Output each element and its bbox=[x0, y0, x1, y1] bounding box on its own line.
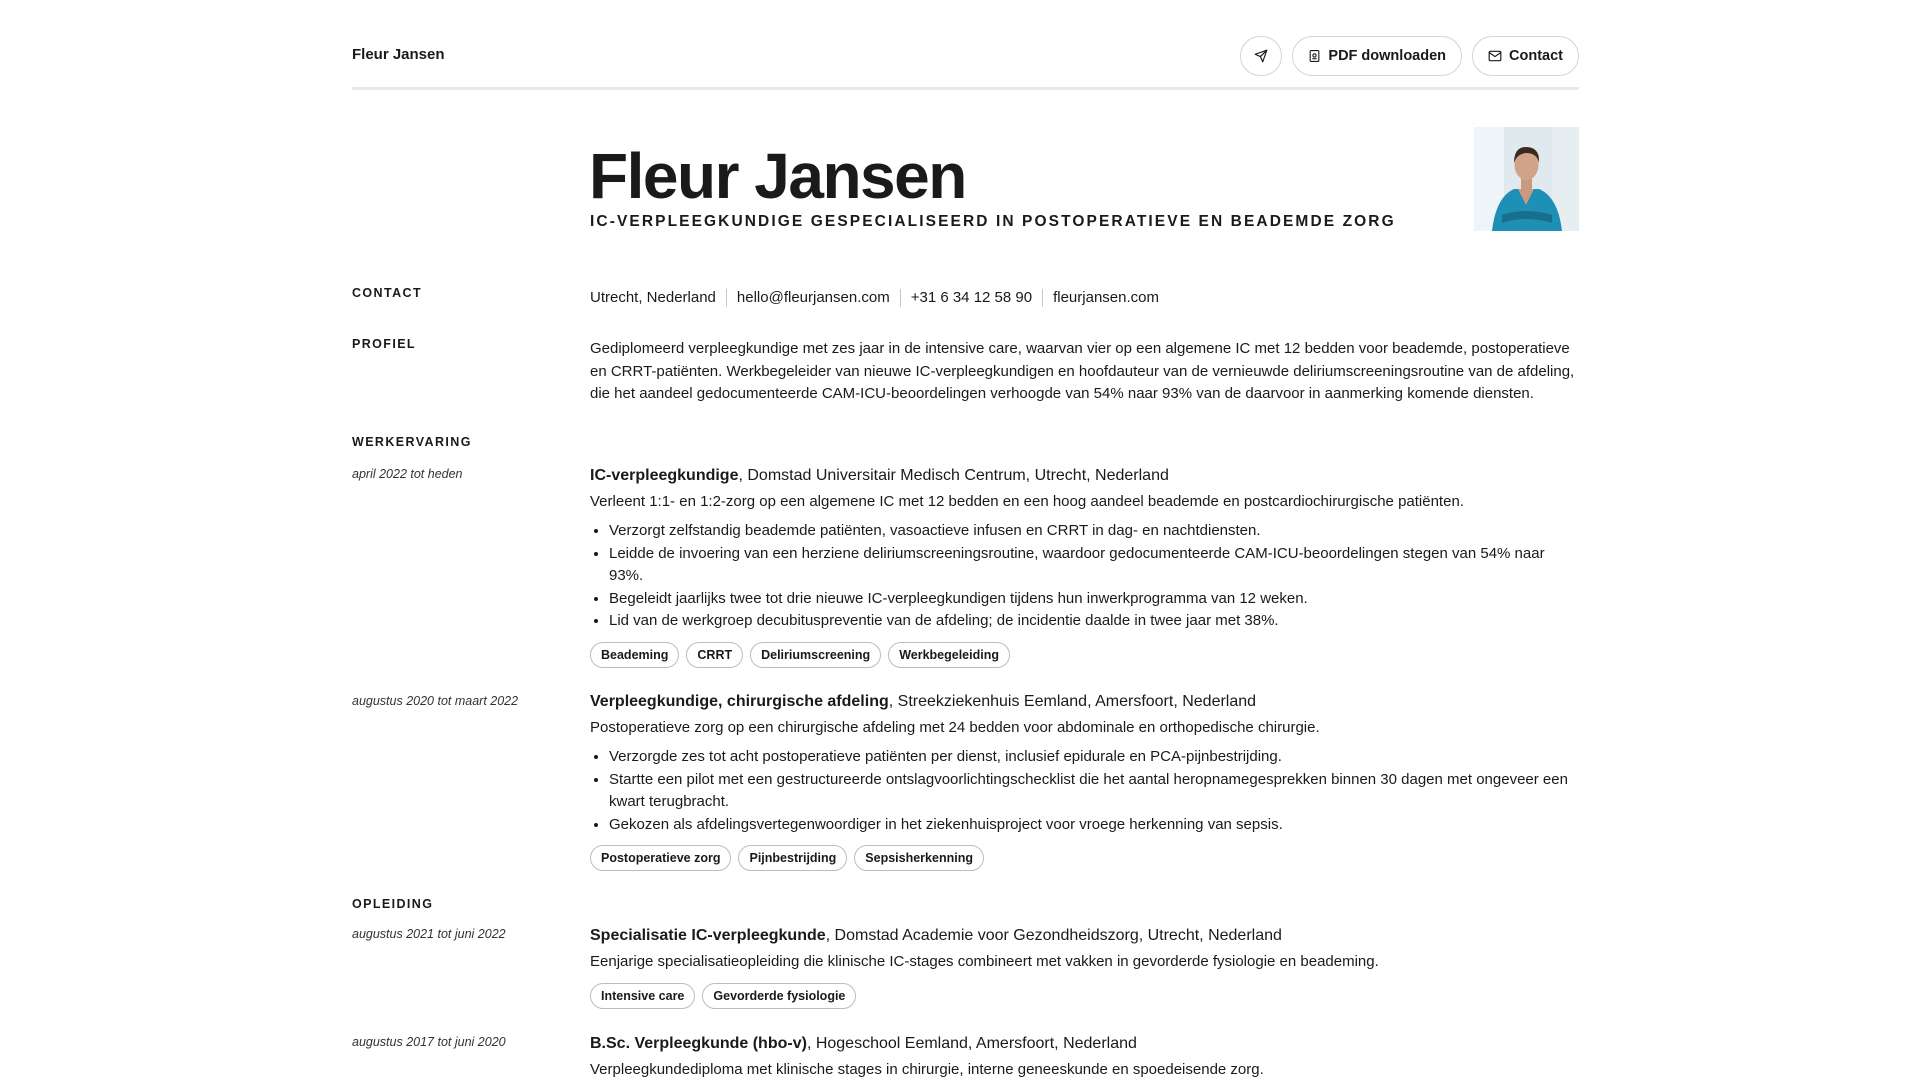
list-item: • Startte een pilot met een gestructureerde ontslagvoorlichtingschecklist die het aantal heropnamegesprekken binnen 30 dagen met ongeveer een kwart terugbracht. bbox=[609, 769, 1580, 814]
top-navigation-bar bbox=[352, 36, 1579, 90]
skill-tags bbox=[590, 845, 1580, 871]
contact-email[interactable]: hello@fleurjansen.com bbox=[736, 289, 890, 306]
divider bbox=[1042, 289, 1043, 307]
job-entry bbox=[590, 464, 1580, 668]
job-organization: , Streekziekenhuis Eemland, Amersfoort, Nederland bbox=[888, 693, 1257, 710]
list-item: • Leidde de invoering van een herziene deliriumscreeningsroutine, waardoor gedocumenteerde CAM-ICU-beoordelingen stegen van 54% naar 93%. bbox=[609, 543, 1580, 588]
education-date: augustus 2017 tot juni 2020 bbox=[352, 1035, 506, 1049]
list-item: • Lid van de werkgroep decubituspreventie van de afdeling; de incidentie daalde in twee jaar met 38%. bbox=[609, 610, 1580, 633]
job-description: Postoperatieve zorg op een chirurgische afdeling met 24 bedden voor abdominale en orthopedische chirurgie. bbox=[590, 719, 1320, 736]
skill-tag: Postoperatieve zorg bbox=[590, 845, 731, 871]
job-achievements bbox=[590, 746, 1580, 836]
job-title: IC-verpleegkundige bbox=[590, 467, 739, 484]
share-button[interactable] bbox=[1240, 36, 1282, 76]
list-item: • Gekozen als afdelingsvertegenwoordiger in het ziekenhuisproject voor vroege herkenning van sepsis. bbox=[609, 814, 1580, 837]
contact-website[interactable]: fleurjansen.com bbox=[1053, 289, 1159, 306]
education-description: Verpleegkundediploma met klinische stages in chirurgie, interne geneeskunde en spoedeisende zorg. bbox=[590, 1061, 1264, 1078]
job-description: Verleent 1:1- en 1:2-zorg op een algemene IC met 12 bedden en een hoog aandeel beademde en postcardiochirurgische patiënten. bbox=[590, 493, 1464, 510]
mail-icon bbox=[1488, 50, 1502, 62]
contact-details bbox=[590, 287, 1580, 310]
skill-tag: Sepsisherkenning bbox=[854, 845, 984, 871]
divider bbox=[726, 289, 727, 307]
job-organization: , Domstad Universitair Medisch Centrum, Utrecht, Nederland bbox=[738, 467, 1169, 484]
profile-section-label: PROFIEL bbox=[352, 337, 416, 351]
job-date: april 2022 tot heden bbox=[352, 467, 463, 481]
list-item: • Verzorgde zes tot acht postoperatieve patiënten per dienst, inclusief epidurale en PCA-pijnbestrijding. bbox=[609, 746, 1580, 769]
skill-tags bbox=[590, 983, 1580, 1009]
skill-tag: Pijnbestrijding bbox=[738, 845, 847, 871]
list-item: • Begeleidt jaarlijks twee tot drie nieuwe IC-verpleegkundigen tijdens hun inwerkprogramma van 12 weken. bbox=[609, 588, 1580, 611]
header-actions bbox=[1240, 36, 1579, 76]
contact-location: Utrecht, Nederland bbox=[590, 289, 716, 306]
job-date: augustus 2020 tot maart 2022 bbox=[352, 694, 519, 708]
skill-tag: Gevorderde fysiologie bbox=[702, 983, 856, 1009]
education-institution: , Domstad Academie voor Gezondheidszorg, Utrecht, Nederland bbox=[825, 927, 1282, 944]
skill-tag: CRRT bbox=[686, 642, 743, 668]
education-entry bbox=[590, 1032, 1580, 1080]
pdf-download-label: PDF downloaden bbox=[1328, 48, 1447, 64]
skill-tag: Werkbegeleiding bbox=[888, 642, 1010, 668]
skill-tag: Intensive care bbox=[590, 983, 695, 1009]
pdf-file-icon bbox=[1308, 49, 1321, 63]
brand-name: Fleur Jansen bbox=[352, 46, 445, 63]
profile-photo bbox=[1474, 127, 1579, 231]
page-subtitle: IC-VERPLEEGKUNDIGE GESPECIALISEERD IN POSTOPERATIEVE EN BEADEMDE ZORG bbox=[590, 213, 1396, 230]
contact-label: Contact bbox=[1509, 48, 1563, 64]
page-title: Fleur Jansen bbox=[589, 140, 966, 212]
contact-phone[interactable]: +31 6 34 12 58 90 bbox=[910, 289, 1033, 306]
education-heading bbox=[590, 1032, 1580, 1056]
education-title: Specialisatie IC-verpleegkunde bbox=[590, 927, 826, 944]
skill-tag: Deliriumscreening bbox=[750, 642, 881, 668]
profile-text: Gediplomeerd verpleegkundige met zes jaar in de intensive care, waarvan vier op een algemene IC met 12 bedden voor beademde, postoperatieve en CRRT-patiënten. Werkbegeleider van nieuwe IC-verpleegkundigen en hoofdauteur van de vernieuwde deliriumscreeningsroutine van de afdeling, die het aandeel gedocumenteerde CAM-ICU-beoordelingen verhoogde van 54% naar 93% van de daarvoor in aanmerking komende diensten. bbox=[590, 340, 1575, 402]
contact-section-label: CONTACT bbox=[352, 286, 422, 300]
education-section-label: OPLEIDING bbox=[352, 897, 434, 911]
education-title: B.Sc. Verpleegkunde (hbo-v) bbox=[590, 1035, 807, 1052]
experience-section-label: WERKERVARING bbox=[352, 435, 472, 449]
skill-tags bbox=[590, 642, 1580, 668]
divider bbox=[900, 289, 901, 307]
job-entry bbox=[590, 690, 1580, 871]
paper-plane-icon bbox=[1254, 49, 1268, 63]
job-heading bbox=[590, 690, 1580, 714]
education-heading bbox=[590, 924, 1580, 948]
job-achievements bbox=[590, 520, 1580, 633]
education-entry bbox=[590, 924, 1580, 1009]
education-description: Eenjarige specialisatieopleiding die klinische IC-stages combineert met vakken in gevorderde fysiologie en beademing. bbox=[590, 953, 1379, 970]
pdf-download-button[interactable] bbox=[1292, 36, 1462, 76]
education-institution: , Hogeschool Eemland, Amersfoort, Nederland bbox=[806, 1035, 1137, 1052]
list-item: • Verzorgt zelfstandig beademde patiënten, vasoactieve infusen en CRRT in dag- en nachtdiensten. bbox=[609, 520, 1580, 543]
job-title: Verpleegkundige, chirurgische afdeling bbox=[590, 693, 889, 710]
contact-button[interactable] bbox=[1472, 36, 1579, 76]
education-date: augustus 2021 tot juni 2022 bbox=[352, 927, 506, 941]
skill-tag: Beademing bbox=[590, 642, 679, 668]
job-heading bbox=[590, 464, 1580, 488]
